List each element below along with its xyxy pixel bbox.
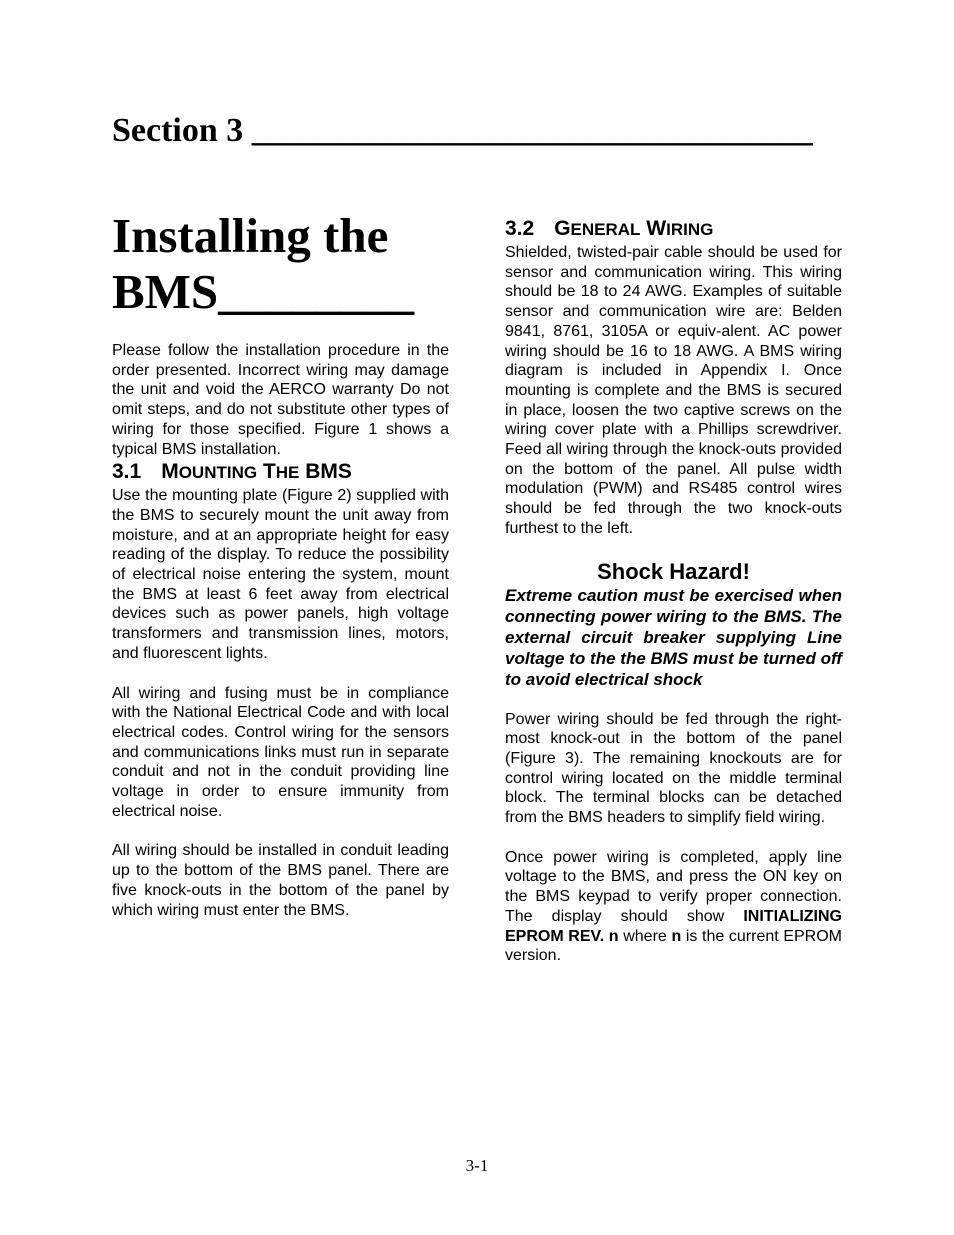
intro-paragraph: Please follow the installation procedure in the order presented. Incorrect wiring may damage the unit and void the AERCO warranty Do not omit steps, and do not substitute other types of wiring for those specified. Figure 1 shows a typical BMS installation. xyxy=(112,342,449,458)
page-title-line-1: Installing the xyxy=(112,208,389,263)
heading-small-caps: HE xyxy=(275,463,300,483)
power-on-text: Once power wiring is completed, apply line voltage to the BMS, and press the ON key on the BMS keypad to verify proper connection. The display should show xyxy=(505,848,842,925)
heading-small-caps: IRING xyxy=(666,220,714,239)
power-on-text: is the current EPROM version. xyxy=(505,927,843,965)
warning-title: Shock Hazard! xyxy=(597,558,750,584)
power-wiring-paragraph: Power wiring should be fed through the right-most knock-out in the bottom of the panel (Figure 3). The remaining knockouts are for control wiring located on the middle terminal block. The terminal blocks can be detached from the BMS headers to simplify field wiring. xyxy=(505,710,842,827)
page-number: 3-1 xyxy=(465,1156,489,1175)
display-message: INITIALIZING EPROM REV. n xyxy=(505,907,842,945)
section-3-2-heading xyxy=(505,216,842,243)
heading-end: BMS xyxy=(305,460,352,484)
mounting-paragraph: Use the mounting plate (Figure 2) supplied with the BMS to securely mount the unit away from moisture, and at an appropriate height for easy reading of the display. To reduce the possibility of electrical noise entering the system, mount the BMS at least 6 feet away from electrical devices such as power panels, high voltage transformers and transmission lines, motors, and fluorescent lights. xyxy=(112,487,449,662)
heading-small-caps: OUNTING xyxy=(178,463,258,483)
warning-text: Extreme caution must be exercised when connecting power wiring to the BMS. The external circuit breaker supplying Line voltage to the the BMS must be turned off to avoid electrical shock xyxy=(505,585,842,689)
heading-cap: W xyxy=(646,217,667,240)
section-3-1-number: 3.1 xyxy=(112,460,142,484)
version-variable: n xyxy=(671,927,682,945)
heading-small-caps: ENERAL xyxy=(570,220,641,239)
conduit-paragraph: All wiring should be installed in conduit leading up to the bottom of the BMS panel. There are five knock-outs in the bottom of the panel by which wiring must enter the BMS. xyxy=(112,842,449,919)
general-wiring-paragraph: Shielded, twisted-pair cable should be used for sensor and communication wiring. This wiring should be 18 to 24 AWG. Examples of suitable sensor and communication wire are: Belden 9841, 8761, 3105A or equiv-alent. AC power wiring should be 16 to 18 AWG. A BMS wiring diagram is included in Appendix I. Once mounting is complete and the BMS is secured in place, loosen the two captive screws on the wiring cover plate with a Phillips screwdriver. Feed all wiring through the knock-outs provided on the bottom of the panel. All pulse width modulation (PWM) and RS485 control wires should be fed through the two knock-outs furthest to the left. xyxy=(505,244,842,537)
section-3-2-number: 3.2 xyxy=(505,217,535,240)
power-on-text: where xyxy=(623,927,667,945)
heading-cap: T xyxy=(262,460,276,484)
wiring-compliance-paragraph: All wiring and fusing must be in compliance with the National Electrical Code and with local electrical codes. Control wiring for the sensors and communications links must run in separate conduit and not in the conduit providing line voltage in order to ensure immunity from electrical noise. xyxy=(112,684,449,820)
left-column xyxy=(112,341,449,920)
page-title-line-2: BMS________ xyxy=(112,264,415,319)
power-on-paragraph xyxy=(505,848,842,966)
heading-cap: M xyxy=(161,460,179,484)
section-heading: Section 3 _________________________________ xyxy=(112,112,813,149)
heading-cap: G xyxy=(554,217,571,240)
section-3-1-heading xyxy=(112,459,449,486)
right-column xyxy=(505,216,842,966)
page-title xyxy=(112,208,472,320)
